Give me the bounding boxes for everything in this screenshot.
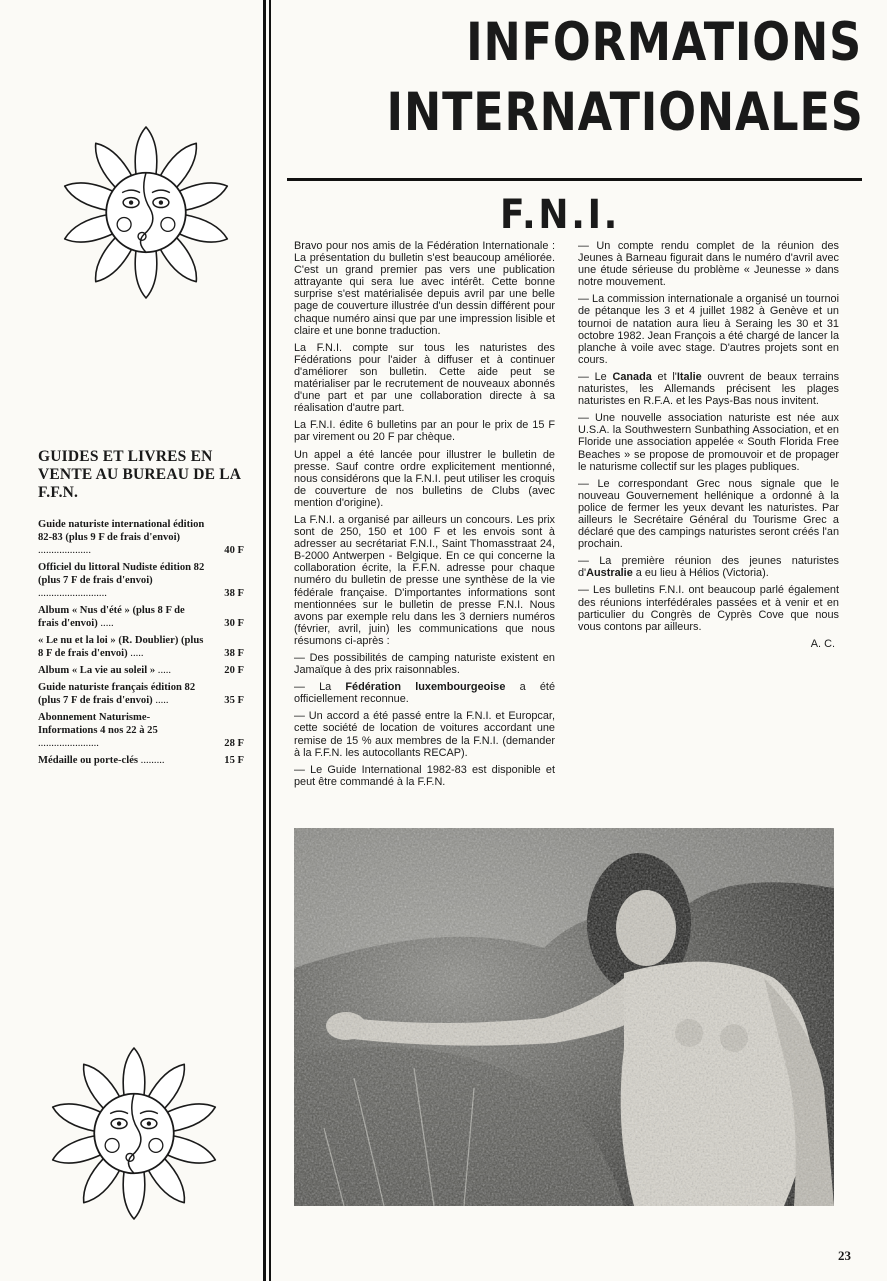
article-paragraph xyxy=(578,584,839,632)
price-item-label xyxy=(38,711,216,750)
price-item-price: 38 F xyxy=(224,648,244,659)
price-item-price: 20 F xyxy=(224,665,244,676)
price-item-title: Album « Nus d'été » (plus 8 F de frais d'envoi) xyxy=(38,605,185,629)
article-paragraph xyxy=(294,710,555,758)
article-text: — Une nouvelle association naturiste est née aux U.S.A. la Southwestern Sunbathing Association, et en Floride une association appelée « South Florida Free Beaches » se propose de promouvoir et de propager le naturisme collectif sur les plages publiques. xyxy=(578,412,839,473)
page-number: 23 xyxy=(838,1248,851,1263)
article-paragraph xyxy=(578,371,839,407)
article-paragraph xyxy=(294,514,555,647)
article-body xyxy=(294,240,839,815)
article-paragraph xyxy=(294,419,555,443)
article-emphasis: Italie xyxy=(676,370,702,383)
article-text: La F.N.I. a organisé par ailleurs un concours. Les prix sont de 250, 150 et 100 F et les envois sont à adresser au secrétariat F.N.I., Saint Thomasstraat 24, B-2000 Antwerpen - Belgique. En ce qui concerne la collaboration écrite, la F.F.N. adresse pour chaque numéro du bulletin de presse une synthèse de la vie fédérale française. D'importantes informations sont mentionnées sur le bulletin de presse F.N.I. Nous avons par exemple relu dans les 3 derniers numéros (février, avril, juin) les communications que nous résumons ci-après : xyxy=(294,513,555,647)
price-item-label xyxy=(38,518,216,557)
article-text: Un appel a été lancée pour illustrer le bulletin de presse. Sauf contre ordre explicitement mentionné, nous considérons que la F.N.I. peut utiliser les croquis de couverture de nos bulletins de Clubs (avec mention d'origine). xyxy=(294,448,555,509)
price-list-item xyxy=(38,681,244,707)
article-text: La F.N.I. édite 6 bulletins par an pour le prix de 15 F par virement ou 20 F par chèque. xyxy=(294,419,555,444)
article-emphasis: Australie xyxy=(586,567,633,580)
article-text: La F.N.I. compte sur tous les naturistes des Fédérations pour l'aider à diffuser et à continuer d'améliorer son bulletin. Cette aide peut se matérialiser par le recrutement de nouveaux abonnés d'une part et par une collaboration directe à sa réalisation d'autre part. xyxy=(294,341,555,415)
price-item-price: 15 F xyxy=(224,755,244,766)
price-item-price: 40 F xyxy=(224,545,244,556)
sidebar-price-list xyxy=(38,448,244,771)
sidebar-title: GUIDES ET LIVRES EN VENTE AU BUREAU DE LA F.F.N. xyxy=(38,448,241,501)
price-item-dots: ..... xyxy=(155,665,172,676)
article-text: — La première réunion des jeunes naturistes d' xyxy=(578,555,839,580)
price-item-title: Abonnement Naturisme-Informations 4 nos 22 à 25 xyxy=(38,712,158,736)
article-paragraph xyxy=(294,681,555,705)
price-item-label xyxy=(38,664,216,677)
article-text: — Le correspondant Grec nous signale que le nouveau Gouvernement hellénique a ordonné à la police de fermer les yeux devant les naturistes. Par ailleurs le Secrétaire Général du Tourisme Grec a déclaré que des campings naturistes seront créés l'an prochain. xyxy=(578,477,839,551)
price-list-item xyxy=(38,664,244,677)
price-list-item xyxy=(38,634,244,660)
header-title-line-2: INTERNATIONALES xyxy=(386,82,864,143)
price-item-dots: .................... xyxy=(38,545,91,556)
article-paragraph xyxy=(294,764,555,788)
article-paragraph xyxy=(578,555,839,579)
price-list-item xyxy=(38,711,244,750)
sun-illustration-top xyxy=(62,125,230,300)
article-text: et l' xyxy=(651,370,677,383)
article-text: — Le Guide International 1982-83 est disponible et peut être commandé à la F.F.N. xyxy=(294,763,555,788)
price-item-title: Médaille ou porte-clés xyxy=(38,755,139,766)
price-list-item xyxy=(38,518,244,557)
article-text: — Les bulletins F.N.I. ont beaucoup parlé également des réunions interfédérales passées et à venir et en particulier du Congrès de Cyprès Cove que nous vous contons par ailleurs. xyxy=(578,584,839,633)
article-text: — Un accord a été passé entre la F.N.I. et Europcar, cette société de location de voitures accordant une remise de 15 % aux membres de la F.N.I. (demander à la F.F.N. les autocollants RECAP). xyxy=(294,710,555,759)
price-item-label xyxy=(38,754,216,767)
article-paragraph xyxy=(578,240,839,288)
price-item-label xyxy=(38,561,216,600)
price-item-label xyxy=(38,604,216,630)
price-item-dots: ..... xyxy=(152,695,169,706)
vertical-rule-left xyxy=(263,0,266,1281)
article-text: — La commission internationale a organisé un tournoi de pétanque les 3 et 4 juillet 1982 à Genève et un tournoi de natation aura lieu à Seraing les 30 et 31 octobre 1982. Jean François a été chargé de lancer la planche à voile avec stage. D'autres projets sont en cours. xyxy=(578,293,839,366)
article-paragraph xyxy=(578,412,839,472)
article-text: a eu lieu à Hélios (Victoria). xyxy=(632,567,769,580)
article-text: — La xyxy=(294,681,346,694)
price-list-item xyxy=(38,561,244,600)
article-paragraph xyxy=(294,240,555,337)
price-item-title: « Le nu et la loi » (R. Doublier) (plus 8 F de frais d'envoi) xyxy=(38,635,204,659)
sun-illustration-bottom xyxy=(50,1046,218,1221)
price-item-dots: ..... xyxy=(97,618,114,629)
price-item-title: Officiel du littoral Nudiste édition 82 (plus 7 F de frais d'envoi) xyxy=(38,562,205,586)
price-list xyxy=(38,518,244,767)
price-item-title: Guide naturiste français édition 82 (plus 7 F de frais d'envoi) xyxy=(38,682,196,706)
price-item-price: 28 F xyxy=(224,738,244,749)
article-emphasis: Canada xyxy=(612,370,652,383)
article-text: — Un compte rendu complet de la réunion des Jeunes à Barneau figurait dans le numéro d'avril avec une étude sérieuse du problème « Jeunesse » dans notre mouvement. xyxy=(578,240,839,289)
article-text: — Le xyxy=(578,370,613,383)
price-item-price: 30 F xyxy=(224,618,244,629)
price-item-title: Album « La vie au soleil » xyxy=(38,665,156,676)
header-title-line-1: INFORMATIONS xyxy=(466,12,862,73)
price-item-price: 38 F xyxy=(224,588,244,599)
price-item-dots: ....................... xyxy=(38,738,99,749)
price-item-price: 35 F xyxy=(224,695,244,706)
article-paragraph xyxy=(294,652,555,676)
header-divider xyxy=(287,178,862,181)
article-text: — Des possibilités de camping naturiste existent en Jamaïque à des prix raisonnables. xyxy=(294,652,555,677)
photograph-woman-in-nature xyxy=(294,828,834,1206)
price-item-dots: .......................... xyxy=(38,588,107,599)
price-item-label xyxy=(38,681,216,707)
price-item-dots: ..... xyxy=(127,648,144,659)
article-text: Bravo pour nos amis de la Fédération Internationale : La présentation du bulletin s'est beaucoup améliorée. C'est un grand premier pas vers une publication attrayante qui sera lue avec intérêt. Cette bonne surprise s'est matérialisée depuis avril par une belle page de couverture illustrée d'un dessin différent pour chaque numéro ainsi que par une impression lisible et claire et une bonne traduction. xyxy=(294,240,555,337)
page-header xyxy=(296,14,862,142)
price-item-title: Guide naturiste international édition 82-83 (plus 9 F de frais d'envoi) xyxy=(38,519,205,543)
article-paragraph xyxy=(294,449,555,509)
price-item-dots: ......... xyxy=(138,755,165,766)
price-list-item xyxy=(38,754,244,767)
vertical-rule-right xyxy=(269,0,271,1281)
article-text: a été officiellement reconnue. xyxy=(294,681,556,706)
article-paragraph xyxy=(578,478,839,551)
article-paragraph xyxy=(294,342,555,415)
price-item-label xyxy=(38,634,216,660)
article-emphasis: Fédération luxembourgeoise xyxy=(345,681,506,694)
price-list-item xyxy=(38,604,244,630)
article-signature: A. C. xyxy=(810,637,835,650)
article-title: F.N.I. xyxy=(500,192,621,238)
article-paragraph xyxy=(578,293,839,366)
article-text: ouvrent de beaux terrains naturistes, les Allemands précisent les plages naturistes en R.F.A. et les Pays-Bas nous invitent. xyxy=(578,370,840,408)
